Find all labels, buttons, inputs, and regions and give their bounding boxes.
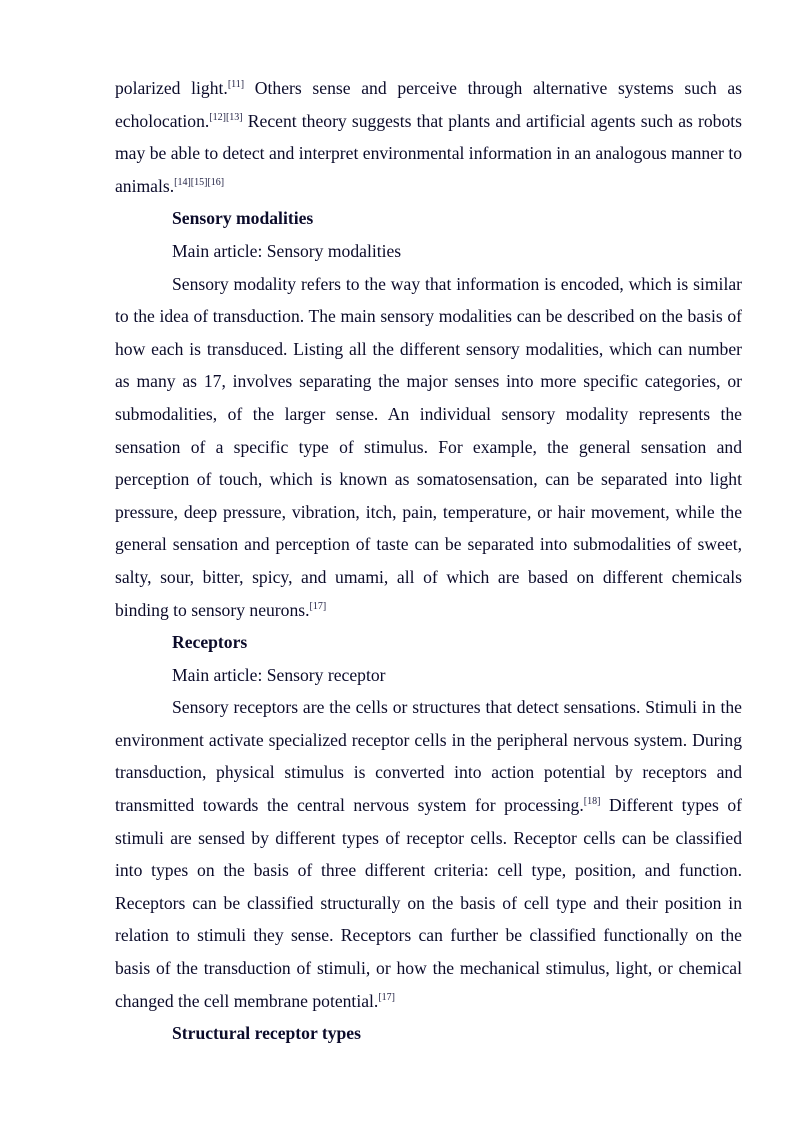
citation[interactable]: [14][15][16] [174,176,225,188]
citation[interactable]: [18] [583,796,601,808]
main-article-note: Main article: Sensory receptor [172,664,386,685]
main-article-note: Main article: Sensory modalities [172,240,402,261]
section-heading-receptors: Receptors [172,632,248,653]
text-run: Recent theory suggests that plants and artificial agents such as robots may be able to detect and interpret environmental information in an analogous manner to animals. [115,110,742,196]
text-run: Sensory modality refers to the way that information is encoded, which is similar to the idea of transduction. The main sensory modalities can be described on the basis of how each is transduced. Listing all the different sensory modalities, which can number as many as 17, involves separating the major senses into more specific categories, or submodalities, of the larger sense. An individual sensory modality represents the sensation of a specific type of stimulus. For example, the general sensation and perception of touch, which is known as somatosensation, can be separated into light pressure, deep pressure, vibration, itch, pain, temperature, or hair movement, while the general sensation and perception of taste can be separated into submodalities of sweet, salty, sour, bitter, spicy, and umami, all of which are based on different chemicals binding to sensory neurons. [115,273,742,620]
text-run: Sensory receptors are the cells or structures that detect sensations. Stimuli in the environment activate specialized receptor cells in the peripheral nervous system. During transduction, physical stimulus is converted into action potential by receptors and transmitted towards the central nervous system for processing. [115,697,742,816]
text-run: Others sense and perceive through alternative systems such as echolocation. [115,78,742,131]
section-heading-sensory-modalities: Sensory modalities [172,208,314,229]
section-heading-structural-receptor-types: Structural receptor types [172,1023,361,1044]
citation[interactable]: [11] [227,79,245,90]
paragraph-intro [115,72,742,202]
citation[interactable]: [17] [309,600,327,612]
text-run: polarized light. [115,78,228,98]
paragraph-sensory-modalities [115,268,742,627]
text-run: Different types of stimuli are sensed by different types of receptor cells. Receptor cells can be classified into types on the basis of three different criteria: cell type, position, and function. Receptors can be classified structurally on the basis of cell type and their position in relation to stimuli they sense. Receptors can further be classified functionally on the basis of the transduction of stimuli, or how the mechanical stimulus, light, or chemical changed the cell membrane potential. [115,795,742,1011]
citation[interactable]: [12][13] [209,111,243,123]
citation[interactable]: [17] [378,991,395,1003]
paragraph-receptors [115,691,742,1017]
